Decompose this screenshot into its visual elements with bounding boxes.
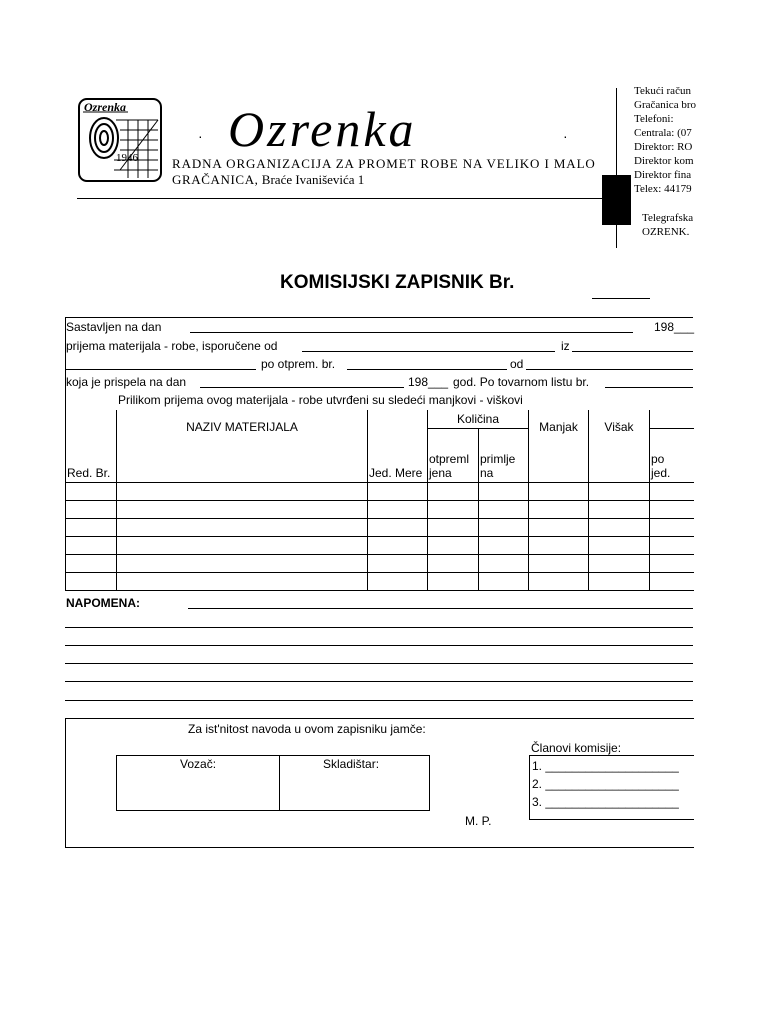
header-otpremljena-line2: jena <box>429 465 452 480</box>
header-otpremljena-line1: otpreml <box>429 451 470 466</box>
label-clanovi-komisije: Članovi komisije: <box>531 741 622 755</box>
table-cell[interactable] <box>589 482 650 500</box>
table-cell[interactable] <box>589 536 650 554</box>
header-kolicina: Količina <box>428 410 529 428</box>
header-rule <box>77 198 602 199</box>
brand-name: Ozrenka <box>228 101 417 157</box>
info-line: Direktor: RO <box>634 141 693 153</box>
address <box>172 172 364 188</box>
table-cell[interactable] <box>66 572 117 590</box>
commission-member-3[interactable]: 3. ____________________ <box>532 795 679 809</box>
telegram-info <box>642 211 768 239</box>
commission-member-1[interactable]: 1. ____________________ <box>532 759 679 773</box>
table-cell[interactable] <box>589 500 650 518</box>
table-cell[interactable] <box>66 554 117 572</box>
table-cell[interactable] <box>368 500 428 518</box>
table-cell[interactable] <box>428 500 479 518</box>
table-cell[interactable] <box>529 518 589 536</box>
info-line: Telex: 44179 <box>634 183 692 195</box>
info-line: Gračanica bro <box>634 99 696 111</box>
table-row <box>66 554 694 572</box>
table-cell[interactable] <box>479 482 529 500</box>
table-cell[interactable] <box>479 536 529 554</box>
field-date-line[interactable] <box>190 332 633 333</box>
table-cell[interactable] <box>529 536 589 554</box>
table-cell[interactable] <box>529 554 589 572</box>
table-cell[interactable] <box>589 518 650 536</box>
info-line: Direktor fina <box>634 169 692 181</box>
table-cell[interactable] <box>117 518 368 536</box>
label-po-otprem: po otprem. br. <box>261 357 336 371</box>
table-cell[interactable] <box>650 572 694 590</box>
table-cell[interactable] <box>479 500 529 518</box>
field-continuation-line[interactable] <box>66 369 256 370</box>
label-koja: koja je prispela na dan <box>66 375 187 389</box>
label-year-2: 198___ <box>408 375 449 389</box>
table-cell[interactable] <box>650 554 694 572</box>
table-row <box>66 572 694 590</box>
label-napomena: NAPOMENA: <box>66 596 140 610</box>
telegram-line: Telegrafska <box>642 212 694 224</box>
table-cell[interactable] <box>117 500 368 518</box>
table-cell[interactable] <box>66 536 117 554</box>
document-title: KOMISIJSKI ZAPISNIK Br. <box>280 272 515 293</box>
table-cell[interactable] <box>117 554 368 572</box>
napomena-line[interactable] <box>65 627 693 628</box>
table-cell[interactable] <box>529 572 589 590</box>
napomena-line[interactable] <box>65 681 693 682</box>
header-jed-mere: Jed. Mere <box>368 410 428 482</box>
header-primljena <box>479 428 529 482</box>
field-arrival-date-line[interactable] <box>200 387 404 388</box>
company-info <box>634 84 768 196</box>
field-shipment-no-line[interactable] <box>347 369 507 370</box>
table-cell[interactable] <box>650 536 694 554</box>
table-cell[interactable] <box>479 572 529 590</box>
logo-year: 1946 <box>116 152 138 164</box>
table-cell[interactable] <box>650 518 694 536</box>
napomena-line[interactable] <box>65 663 693 664</box>
label-year-1: 198___ <box>654 320 695 334</box>
form-top-border <box>65 317 693 318</box>
table-cell[interactable] <box>66 500 117 518</box>
header-red-br: Red. Br. <box>66 410 117 482</box>
decor-dot-right: · <box>563 128 568 144</box>
table-row <box>66 536 694 554</box>
commission-member-2[interactable]: 2. ____________________ <box>532 777 679 791</box>
table-cell[interactable] <box>368 554 428 572</box>
table-cell[interactable] <box>117 482 368 500</box>
logo-text: Ozrenka <box>84 100 127 114</box>
decor-dot-left: · <box>198 128 203 144</box>
table-row <box>66 518 694 536</box>
header-primljena-line2: na <box>480 465 494 480</box>
address-street: Braće Ivaniševića 1 <box>261 172 365 187</box>
label-iz: iz <box>561 339 570 353</box>
label-skladistar: Skladištar: <box>323 757 380 771</box>
label-tovarni-list: god. Po tovarnom listu br. <box>453 375 590 389</box>
table-cell[interactable] <box>529 482 589 500</box>
table-cell[interactable] <box>650 482 694 500</box>
header-po-jed-top <box>650 410 694 428</box>
info-line: Direktor kom <box>634 155 694 167</box>
info-line: Tekući račun <box>634 85 691 97</box>
header-black-block <box>602 175 631 225</box>
table-cell[interactable] <box>428 572 479 590</box>
header-po-jed-line2: jed. <box>651 465 671 480</box>
napomena-line[interactable] <box>65 700 693 701</box>
table-cell[interactable] <box>589 572 650 590</box>
table-cell[interactable] <box>479 554 529 572</box>
field-waybill-line[interactable] <box>605 387 693 388</box>
label-prijema: prijema materijala - robe, isporučene od <box>66 339 278 353</box>
napomena-line[interactable] <box>188 608 693 609</box>
table-cell[interactable] <box>368 572 428 590</box>
address-city: GRAČANICA, <box>172 172 259 187</box>
table-cell[interactable] <box>479 518 529 536</box>
table-cell[interactable] <box>368 536 428 554</box>
table-header-row <box>66 410 694 428</box>
field-shipment-date-line[interactable] <box>526 369 693 370</box>
table-cell[interactable] <box>368 518 428 536</box>
table-cell[interactable] <box>650 500 694 518</box>
table-cell[interactable] <box>589 554 650 572</box>
label-za-istinitost: Za ist'nitost navoda u ovom zapisniku jamče: <box>188 722 426 736</box>
label-mp: M. P. <box>465 814 492 828</box>
info-line: Telefoni: <box>634 113 674 125</box>
header-naziv: NAZIV MATERIJALA <box>117 410 368 482</box>
table-row <box>66 482 694 500</box>
header-po-jed-line1: po <box>651 451 665 466</box>
table-cell[interactable] <box>368 482 428 500</box>
label-sastavljen: Sastavljen na dan <box>66 320 162 334</box>
table-cell[interactable] <box>428 536 479 554</box>
label-od: od <box>510 357 524 371</box>
napomena-line[interactable] <box>65 645 693 646</box>
materials-table <box>65 410 694 591</box>
field-supplier-line[interactable] <box>302 351 555 352</box>
table-cell[interactable] <box>66 518 117 536</box>
table-cell[interactable] <box>529 500 589 518</box>
label-prilikom: Prilikom prijema ovog materijala - robe utvrđeni su sledeći manjkovi - viškovi <box>118 393 523 407</box>
table-cell[interactable] <box>117 536 368 554</box>
header-po-jed <box>650 428 694 482</box>
table-cell[interactable] <box>428 554 479 572</box>
org-line: RADNA ORGANIZACIJA ZA PROMET ROBE NA VELIKO I MALO <box>172 156 596 171</box>
field-from-place-line[interactable] <box>572 351 693 352</box>
table-row <box>66 500 694 518</box>
header-visak: Višak <box>589 410 650 482</box>
table-cell[interactable] <box>117 572 368 590</box>
label-vozac: Vozač: <box>180 757 217 771</box>
telegram-line: OZRENK. <box>642 226 690 238</box>
table-cell[interactable] <box>66 482 117 500</box>
header-otpremljena <box>428 428 479 482</box>
table-cell[interactable] <box>428 518 479 536</box>
header-manjak: Manjak <box>529 410 589 482</box>
info-line: Centrala: (07 <box>634 127 692 139</box>
table-cell[interactable] <box>428 482 479 500</box>
header-primljena-line1: primlje <box>480 451 516 466</box>
title-number-line[interactable] <box>592 298 650 299</box>
